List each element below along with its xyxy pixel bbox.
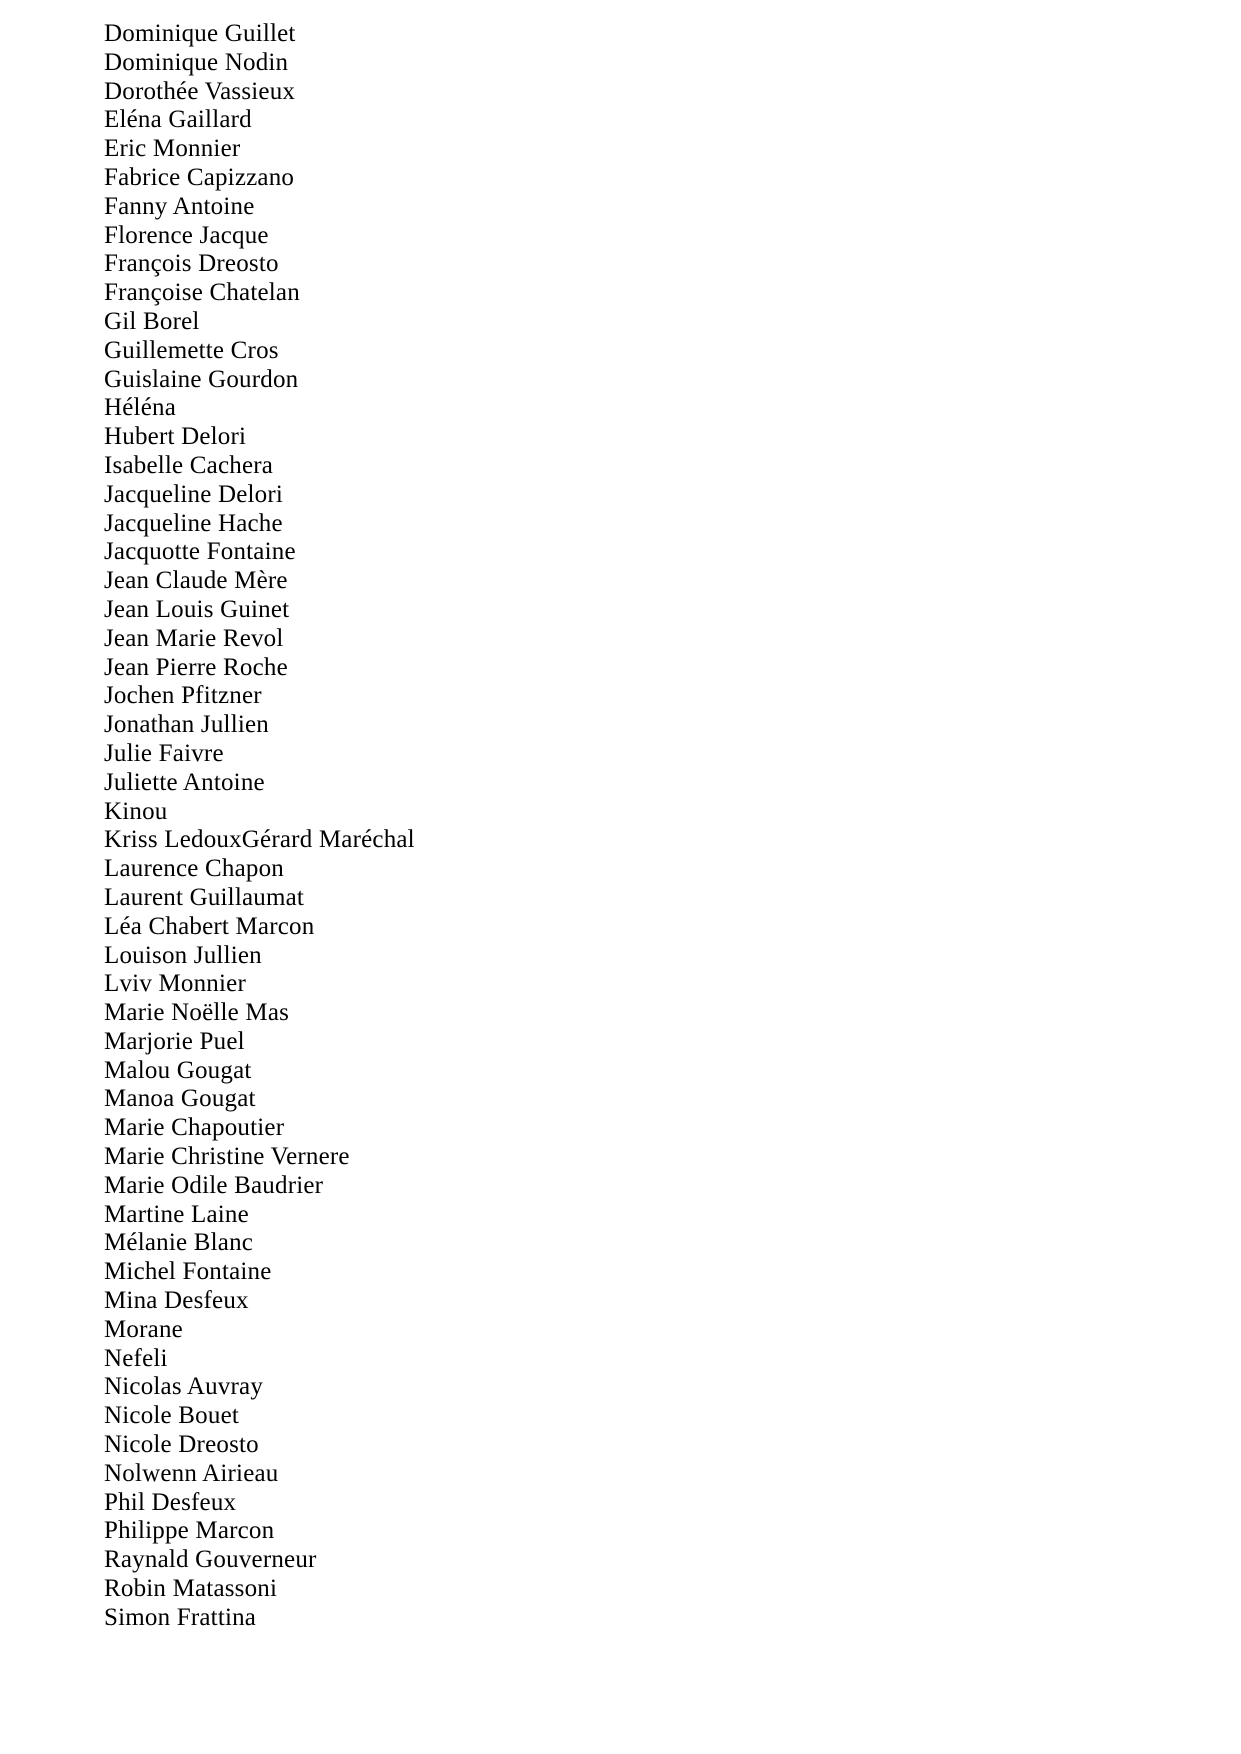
list-item: Robin Matassoni (104, 1575, 278, 1603)
list-item: Jonathan Jullien (104, 711, 269, 739)
list-item: Jacquotte Fontaine (104, 538, 296, 566)
list-item: Morane (104, 1315, 183, 1343)
list-item: Louison Jullien (104, 941, 262, 969)
list-item: Kinou (104, 797, 168, 825)
list-item: Jacqueline Delori (104, 480, 284, 508)
list-item: Nicole Bouet (104, 1402, 240, 1430)
list-item: Jochen Pfitzner (104, 682, 262, 710)
list-item: Guislaine Gourdon (104, 365, 299, 393)
list-item: Fanny Antoine (104, 192, 255, 220)
list-item: Simon Frattina (104, 1603, 257, 1631)
list-item: Laurence Chapon (104, 855, 285, 883)
list-item: Françoise Chatelan (104, 279, 300, 307)
list-item: Eléna Gaillard (104, 106, 252, 134)
list-item: Nicole Dreosto (104, 1431, 259, 1459)
list-item: Dorothée Vassieux (104, 77, 296, 105)
list-item: Mélanie Blanc (104, 1229, 254, 1257)
list-item: François Dreosto (104, 250, 279, 278)
list-item: Jean Louis Guinet (104, 595, 290, 623)
list-item: Hubert Delori (104, 423, 247, 451)
list-item: Raynald Gouverneur (104, 1546, 317, 1574)
list-item: Eric Monnier (104, 135, 241, 163)
list-item: Michel Fontaine (104, 1258, 272, 1286)
list-item: Manoa Gougat (104, 1085, 256, 1113)
list-item: Lviv Monnier (104, 970, 246, 998)
list-item: Jean Marie Revol (104, 624, 284, 652)
list-item: Philippe Marcon (104, 1517, 275, 1545)
list-item: Nefeli (104, 1344, 168, 1372)
list-item: Marie Christine Vernere (104, 1143, 350, 1171)
list-item: Mina Desfeux (104, 1287, 249, 1315)
list-item: Phil Desfeux (104, 1488, 237, 1516)
list-item: Héléna (104, 394, 176, 422)
list-item: Marie Noëlle Mas (104, 999, 290, 1027)
list-item: Marjorie Puel (104, 1027, 245, 1055)
list-item: Dominique Guillet (104, 20, 296, 47)
list-item: Nicolas Auvray (104, 1373, 264, 1401)
list-item: Nolwenn Airieau (104, 1459, 279, 1487)
list-item: Léa Chabert Marcon (104, 912, 315, 940)
list-item: Dominique Nodin (104, 48, 289, 76)
list-item: Marie Chapoutier (104, 1114, 285, 1142)
list-item: Juliette Antoine (104, 768, 265, 796)
list-item: Marie Odile Baudrier (104, 1171, 324, 1199)
name-list (104, 20, 1201, 1633)
list-item: Kriss LedouxGérard Maréchal (104, 826, 415, 854)
list-item: Gil Borel (104, 307, 200, 335)
list-item: Malou Gougat (104, 1056, 252, 1084)
list-item: Jacqueline Hache (104, 509, 283, 537)
list-item: Isabelle Cachera (104, 451, 274, 479)
list-item: Jean Pierre Roche (104, 653, 288, 681)
list-item: Julie Faivre (104, 739, 224, 767)
list-item: Martine Laine (104, 1200, 249, 1228)
list-item: Guillemette Cros (104, 336, 279, 364)
list-item: Jean Claude Mère (104, 567, 288, 595)
list-item: Fabrice Capizzano (104, 163, 295, 191)
list-item: Laurent Guillaumat (104, 883, 305, 911)
list-item: Florence Jacque (104, 221, 269, 249)
